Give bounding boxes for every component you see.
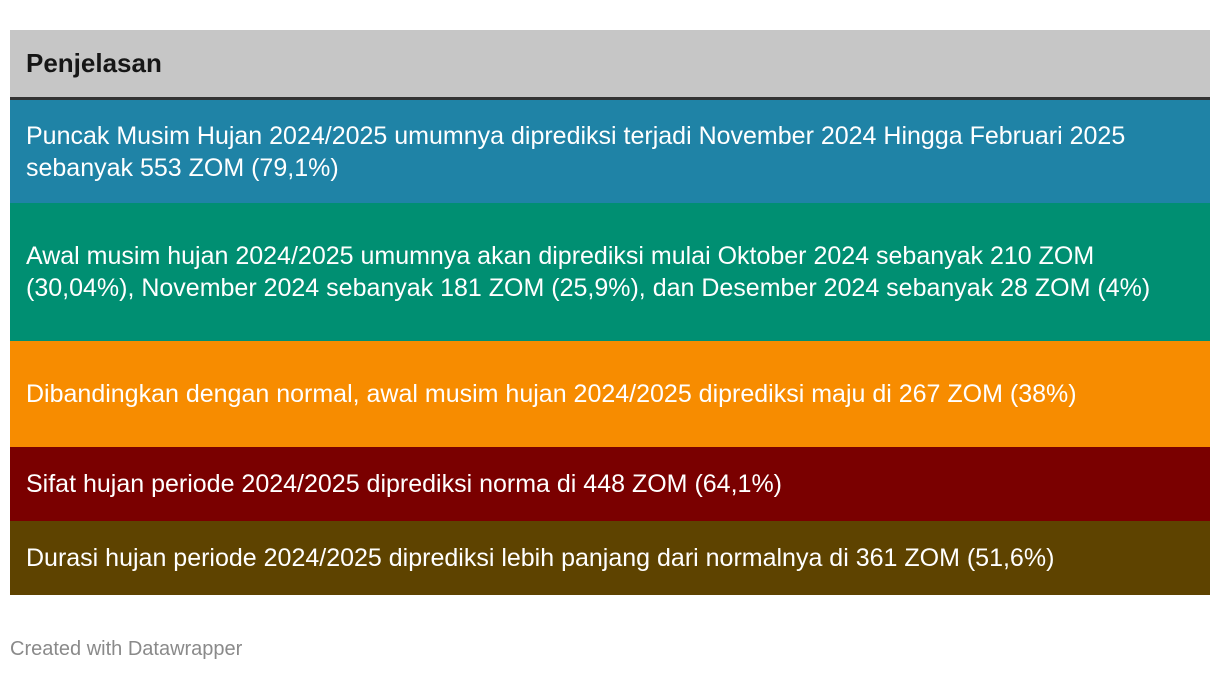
table-cell-sifat-hujan: Sifat hujan periode 2024/2025 diprediksi norma di 448 ZOM (64,1%) bbox=[10, 447, 1210, 521]
table-row bbox=[10, 521, 1210, 595]
table-cell-awal-musim: Awal musim hujan 2024/2025 umumnya akan diprediksi mulai Oktober 2024 sebanyak 210 ZOM (30,04%), November 2024 sebanyak 181 ZOM (25,9%), dan Desember 2024 sebanyak 28 ZOM (4%) bbox=[10, 203, 1210, 341]
table-cell-perbandingan-normal: Dibandingkan dengan normal, awal musim hujan 2024/2025 diprediksi maju di 267 ZOM (38%) bbox=[10, 341, 1210, 447]
table-cell-puncak-musim: Puncak Musim Hujan 2024/2025 umumnya diprediksi terjadi November 2024 Hingga Februari 2025 sebanyak 553 ZOM (79,1%) bbox=[10, 98, 1210, 203]
explanation-table-container bbox=[10, 30, 1210, 595]
table-row bbox=[10, 203, 1210, 341]
table-row bbox=[10, 447, 1210, 521]
table-header-penjelasan: Penjelasan bbox=[10, 30, 1210, 98]
table-row bbox=[10, 98, 1210, 203]
table-header-row bbox=[10, 30, 1210, 98]
explanation-table bbox=[10, 30, 1210, 595]
table-cell-durasi-hujan: Durasi hujan periode 2024/2025 diprediksi lebih panjang dari normalnya di 361 ZOM (51,6%) bbox=[10, 521, 1210, 595]
table-row bbox=[10, 341, 1210, 447]
datawrapper-credit-link[interactable]: Created with Datawrapper bbox=[10, 638, 243, 660]
